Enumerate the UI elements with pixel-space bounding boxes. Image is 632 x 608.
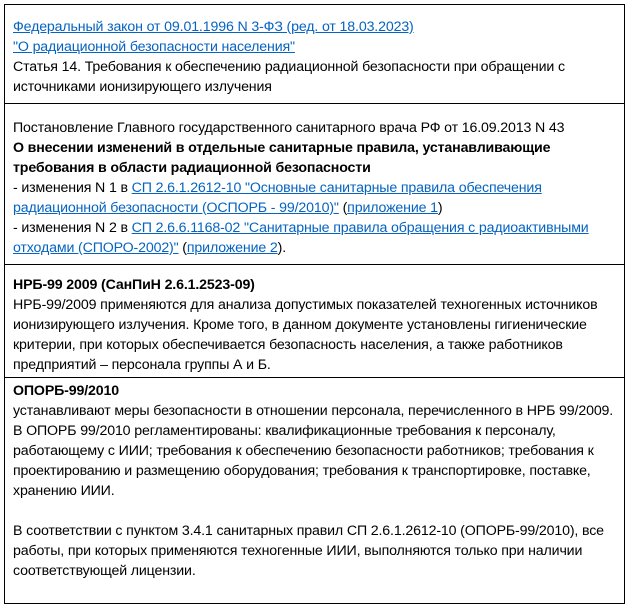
change-2-paren-open: ( [178, 240, 187, 256]
regulations-table [4, 4, 625, 604]
change-1-prefix: - изменения N 1 в [13, 180, 132, 196]
table-row-decree [5, 104, 625, 265]
table-cell [5, 5, 625, 104]
table-cell [5, 104, 625, 265]
table-row-nrb [5, 265, 625, 378]
annex-1-link[interactable]: приложение 1 [347, 200, 438, 216]
change-2-prefix: - изменения N 2 в [13, 220, 132, 236]
decree-title: О внесении изменений в отдельные санитарные правила, устанавливающие требования в области радиационной безопасности [13, 140, 551, 176]
table-cell [5, 265, 625, 378]
table-row-federal-law [5, 5, 625, 104]
federal-law-link[interactable]: Федеральный закон от 09.01.1996 N 3-ФЗ (ред. от 18.03.2023) [13, 19, 414, 35]
oporb-paragraph-1: устанавливают меры безопасности в отношении персонала, перечисленного в НРБ 99/2009. [13, 403, 614, 419]
sporo-link[interactable]: СП 2.6.6.1168-02 "Санитарные правила обращения с радиоактивными отходами (СПОРО-2002)" [13, 220, 589, 256]
decree-text: Постановление Главного государственного санитарного врача РФ от 16.09.2013 N 43 [13, 120, 565, 136]
annex-2-link[interactable]: приложение 2 [186, 240, 278, 256]
federal-law-title-link[interactable]: "О радиационной безопасности населения" [13, 39, 295, 55]
table-cell [5, 378, 625, 604]
paragraph-gap [13, 501, 616, 521]
osporb-link[interactable]: СП 2.6.1.2612-10 "Основные санитарные правила обеспечения радиационной безопасности (ОСПОРБ - 99/2010)" [13, 180, 542, 216]
nrb-title: НРБ-99 2009 (СанПиН 2.6.1.2523-09) [13, 277, 255, 293]
oporb-paragraph-3: В соответствии с пунктом 3.4.1 санитарных правил СП 2.6.1.2612-10 (ОПОРБ-99/2010), все работы, при которых применяются техногенные ИИИ, выполняются только при наличии соответствующей лицензии. [13, 523, 604, 579]
change-2-paren-close: ). [277, 240, 286, 256]
article-text: Статья 14. Требования к обеспечению радиационной безопасности при обращении с источниками ионизирующего излучения [13, 59, 565, 95]
table-row-oporb [5, 378, 625, 604]
change-1 [13, 178, 616, 218]
change-2 [13, 218, 616, 258]
change-1-paren-close: ) [437, 200, 443, 216]
nrb-body: НРБ-99/2009 применяются для анализа допустимых показателей техногенных источников ионизирующего излучения. Кроме того, в данном документе установлены гигиенические критерии, при которых обеспечивается безопасность населения, а также работников предприятий – персонала группы А и Б. [13, 297, 598, 373]
oporb-paragraph-2: В ОПОРБ 99/2010 регламентированы: квалификационные требования к персоналу, работающему с ИИИ; требования к обеспечению безопасности работников; требования к проектированию и размещению оборудования; требования к транспортировке, поставке, хранению ИИИ. [13, 423, 594, 499]
oporb-title: ОПОРБ-99/2010 [13, 383, 119, 399]
change-1-paren-open: ( [338, 200, 348, 216]
